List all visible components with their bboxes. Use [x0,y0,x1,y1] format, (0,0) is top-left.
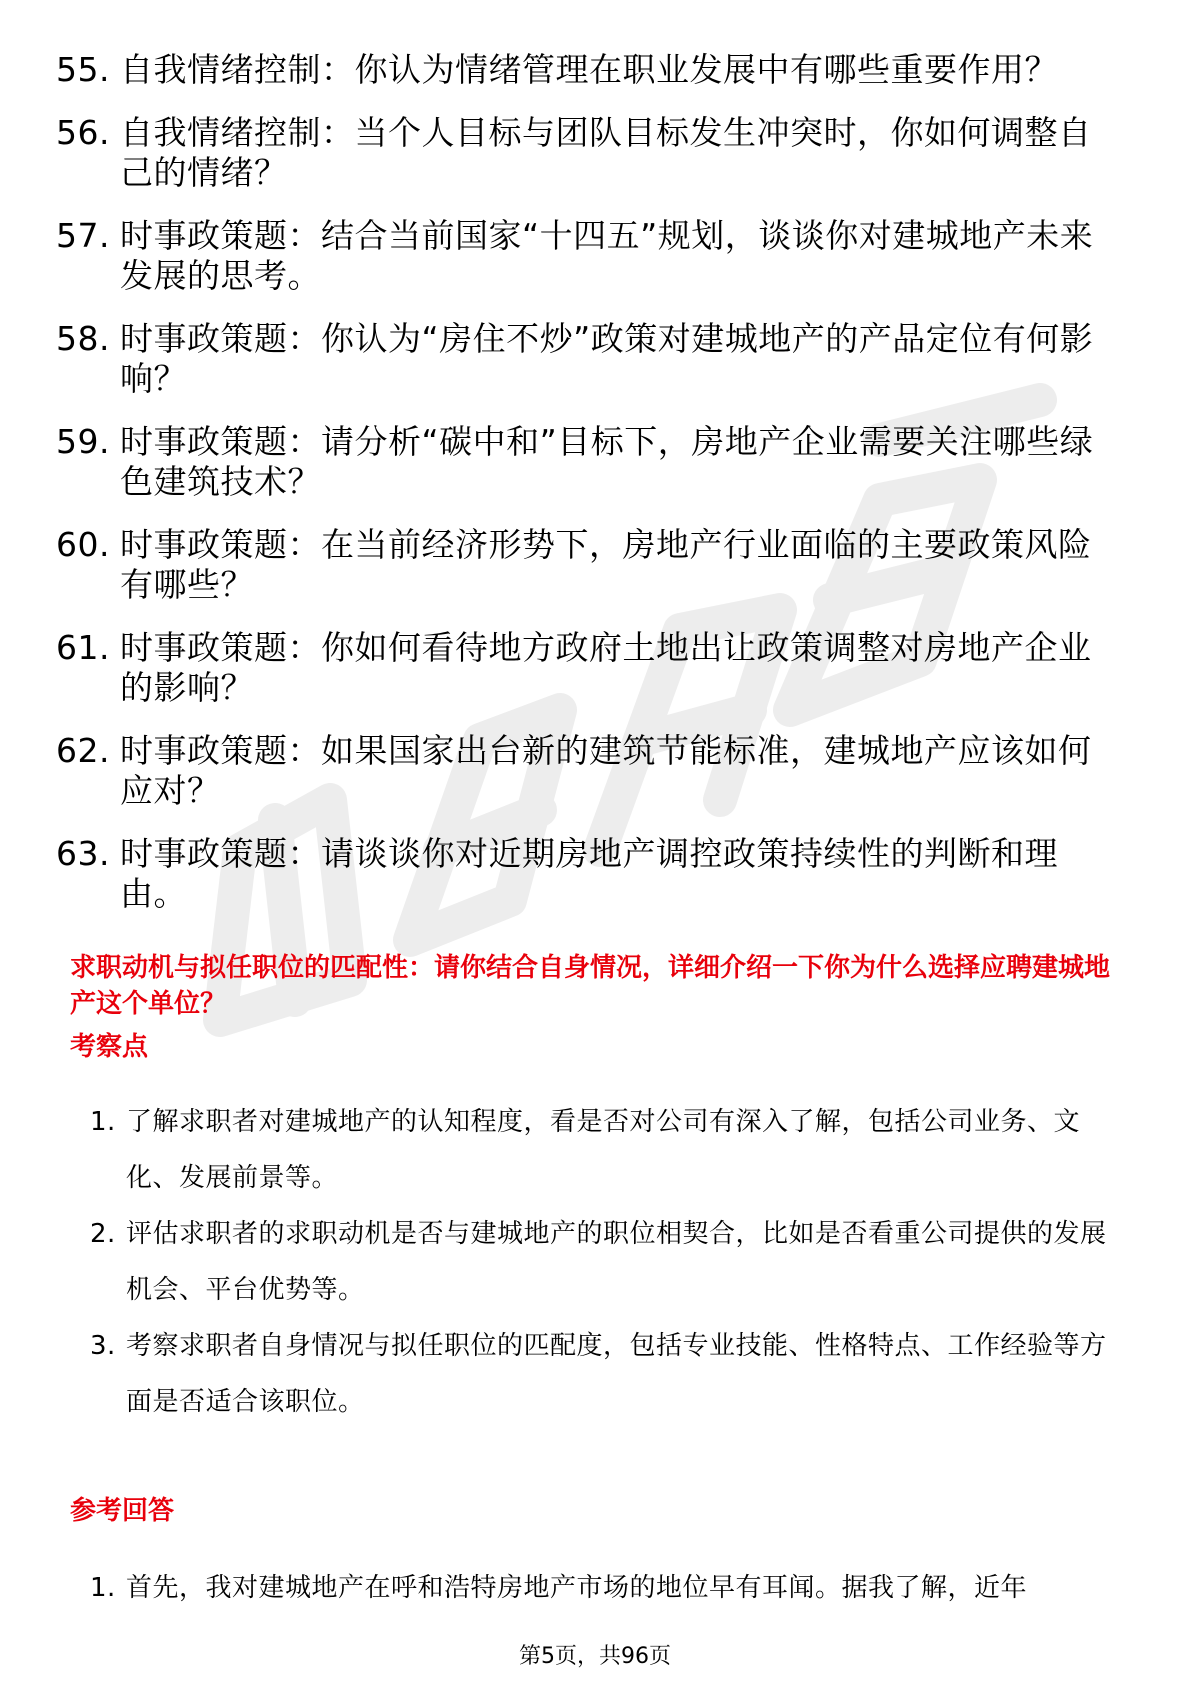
point-text: 考察求职者自身情况与拟任职位的匹配度，包括专业技能、性格特点、工作经验等方面是否适合该职位。 [126,1331,1107,1417]
answer-list [90,1560,1120,1616]
question-number: 63. [56,834,110,873]
question-text: 时事政策题：在当前经济形势下，房地产行业面临的主要政策风险有哪些？ [120,525,1092,604]
question-text: 时事政策题：请谈谈你对近期房地产调控政策持续性的判断和理由。 [120,834,1058,913]
point-number: 2. [90,1219,116,1249]
question-number: 62. [56,731,110,770]
section-title: 求职动机与拟任职位的匹配性：请你结合自身情况，详细介绍一下你为什么选择应聘建城地产这个单位？ [70,953,1111,1019]
question-number: 59. [56,422,110,461]
question-item [56,628,1116,708]
question-item [56,422,1116,502]
list-item [90,1318,1120,1430]
question-item [56,113,1116,193]
question-item [56,50,1116,90]
question-text: 时事政策题：请分析“碳中和”目标下，房地产企业需要关注哪些绿色建筑技术？ [120,422,1094,501]
list-item [90,1560,1120,1616]
question-item [56,216,1116,296]
question-number: 57. [56,216,110,255]
question-number: 55. [56,50,110,89]
question-number: 56. [56,113,110,152]
question-text: 时事政策题：结合当前国家“十四五”规划，谈谈你对建城地产未来发展的思考。 [120,216,1094,295]
question-item [56,731,1116,811]
list-item [90,1094,1120,1206]
answer-heading: 参考回答 [70,1496,175,1526]
answer-number: 1. [90,1573,116,1603]
question-number: 58. [56,319,110,358]
question-text: 自我情绪控制：当个人目标与团队目标发生冲突时，你如何调整自己的情绪？ [120,113,1092,192]
question-text: 自我情绪控制：你认为情绪管理在职业发展中有哪些重要作用？ [120,50,1058,89]
question-text: 时事政策题：你认为“房住不炒”政策对建城地产的产品定位有何影响？ [120,319,1094,398]
question-number: 60. [56,525,110,564]
point-number: 3. [90,1331,116,1361]
question-item [56,525,1116,605]
list-item [90,1206,1120,1318]
question-text: 时事政策题：如果国家出台新的建筑节能标准，建城地产应该如何应对？ [120,731,1092,810]
question-item [56,319,1116,399]
assessment-points-list [90,1094,1120,1430]
question-item [56,834,1116,914]
question-list [56,50,1116,937]
page-footer: 第5页，共96页 [519,1644,671,1669]
point-text: 评估求职者的求职动机是否与建城地产的职位相契合，比如是否看重公司提供的发展机会、平台优势等。 [126,1219,1107,1305]
point-text: 了解求职者对建城地产的认知程度，看是否对公司有深入了解，包括公司业务、文化、发展前景等。 [126,1107,1081,1193]
question-number: 61. [56,628,110,667]
answer-text: 首先，我对建城地产在呼和浩特房地产市场的地位早有耳闻。据我了解，近年 [126,1573,1028,1603]
point-number: 1. [90,1107,116,1137]
question-text: 时事政策题：你如何看待地方政府土地出让政策调整对房地产企业的影响？ [120,628,1092,707]
points-heading: 考察点 [70,1032,149,1062]
